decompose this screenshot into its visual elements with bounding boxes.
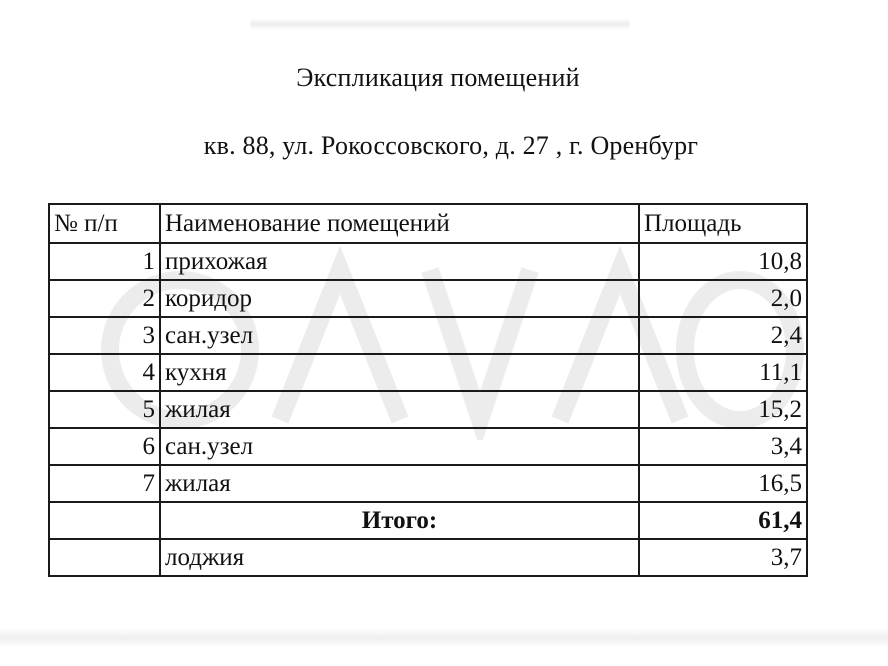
document-subtitle: кв. 88, ул. Рокоссовского, д. 27 , г. Оренбург [203, 131, 699, 160]
row-area: 15,2 [639, 391, 807, 428]
table-row [49, 354, 807, 391]
row-area: 2,4 [639, 317, 807, 354]
row-area: 10,8 [639, 243, 807, 280]
document-title: Экспликация помещений [296, 63, 580, 92]
row-number: 5 [49, 391, 160, 428]
row-area: 2,0 [639, 280, 807, 317]
header-area: Площадь [639, 204, 807, 243]
row-name: кухня [160, 354, 639, 391]
table-row [49, 428, 807, 465]
extra-row [49, 539, 807, 576]
row-area: 3,4 [639, 428, 807, 465]
bottom-edge-shadow [0, 628, 888, 648]
table-row [49, 280, 807, 317]
table-row [49, 243, 807, 280]
row-name: коридор [160, 280, 639, 317]
row-name: сан.узел [160, 317, 639, 354]
table-row [49, 317, 807, 354]
total-area: 61,4 [639, 502, 807, 539]
table-row [49, 465, 807, 502]
row-area: 16,5 [639, 465, 807, 502]
row-number: 4 [49, 354, 160, 391]
row-number: 1 [49, 243, 160, 280]
table-header-row [49, 204, 807, 243]
extra-number-empty [49, 539, 160, 576]
total-label: Итого: [160, 502, 639, 539]
header-number: № п/п [49, 204, 160, 243]
row-number: 7 [49, 465, 160, 502]
header-name: Наименование помещений [160, 204, 639, 243]
total-row [49, 502, 807, 539]
extra-name: лоджия [160, 539, 639, 576]
row-name: жилая [160, 465, 639, 502]
rooms-table [48, 203, 808, 577]
table-row [49, 391, 807, 428]
row-number: 6 [49, 428, 160, 465]
row-area: 11,1 [639, 354, 807, 391]
top-edge-shadow [250, 18, 630, 30]
total-number-empty [49, 502, 160, 539]
row-name: жилая [160, 391, 639, 428]
row-name: сан.узел [160, 428, 639, 465]
row-number: 2 [49, 280, 160, 317]
row-number: 3 [49, 317, 160, 354]
row-name: прихожая [160, 243, 639, 280]
extra-area: 3,7 [639, 539, 807, 576]
